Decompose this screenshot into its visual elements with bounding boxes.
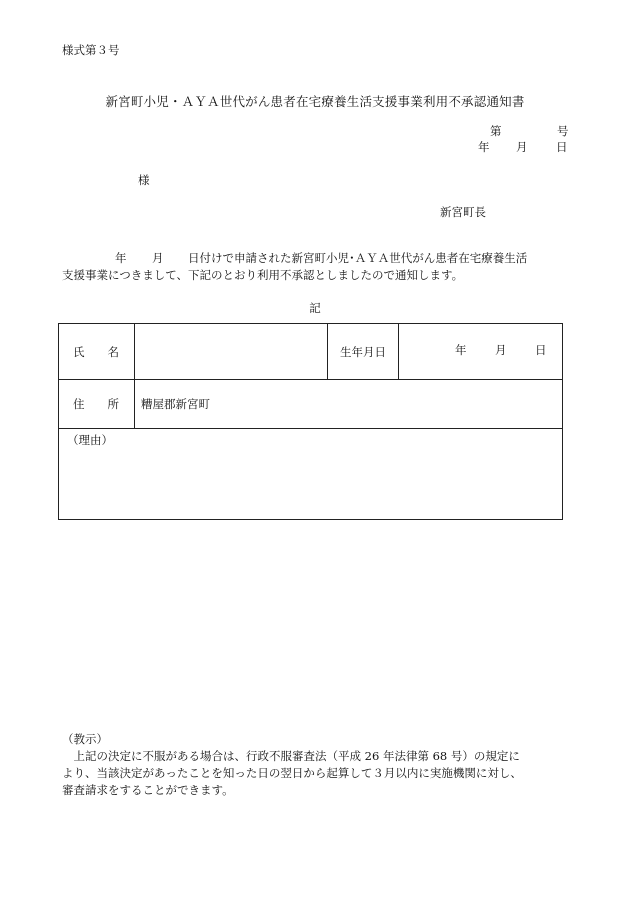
address-label-cell xyxy=(59,380,135,429)
birthdate-label-cell: 生年月日 xyxy=(328,324,399,380)
issue-date-month: 月 xyxy=(516,140,528,154)
reason-cell xyxy=(59,429,563,520)
address-label-char-2: 所 xyxy=(107,397,120,411)
ki-label: 記 xyxy=(309,301,321,315)
birthdate-year: 年 xyxy=(455,343,467,357)
birthdate-day: 日 xyxy=(535,343,547,357)
birthdate-month: 月 xyxy=(495,343,507,357)
name-label-char-1: 氏 xyxy=(73,344,86,359)
instruction-line-3: 審査請求をすることができます。 xyxy=(62,783,234,797)
address-row xyxy=(59,380,563,429)
name-label-cell xyxy=(59,324,135,380)
name-value-cell xyxy=(135,324,328,380)
document-title: 新宮町小児・ＡＹＡ世代がん患者在宅療養生活支援事業利用不承認通知書 xyxy=(105,94,525,109)
document-number-suffix: 号 xyxy=(557,124,569,138)
body-application-month: 月 xyxy=(152,251,164,265)
instruction-line-2: より、当該決定があったことを知った日の翌日から起算して３月以内に実施機関に対し、 xyxy=(62,766,522,780)
addressee-suffix: 様 xyxy=(138,173,150,187)
name-row xyxy=(59,324,563,380)
issuer-name: 新宮町長 xyxy=(440,205,486,219)
applicant-record-table xyxy=(58,323,563,520)
body-line-1-text: 日付けで申請された新宮町小児･ＡＹＡ世代がん患者在宅療養生活 xyxy=(188,251,528,265)
name-label-char-2: 名 xyxy=(107,344,120,359)
instruction-line-1: 上記の決定に不服がある場合は、行政不服審査法（平成 26 年法律第 68 号）の規定に xyxy=(62,749,520,763)
body-text-line-2: 支援事業につきまして、下記のとおり利用不承認としましたので通知します。 xyxy=(62,268,464,282)
birthdate-value-cell xyxy=(399,324,563,380)
issue-date-day: 日 xyxy=(556,140,568,154)
body-application-year: 年 xyxy=(115,251,127,265)
issue-date-year: 年 xyxy=(478,140,490,154)
document-number-prefix: 第 xyxy=(490,124,502,138)
address-label-char-1: 住 xyxy=(73,397,86,411)
reason-row xyxy=(59,429,563,520)
reason-label: （理由） xyxy=(67,433,113,447)
address-value-cell: 糟屋郡新宮町 xyxy=(135,380,563,429)
instruction-heading: （教示） xyxy=(62,732,108,746)
form-number: 様式第３号 xyxy=(62,43,120,57)
